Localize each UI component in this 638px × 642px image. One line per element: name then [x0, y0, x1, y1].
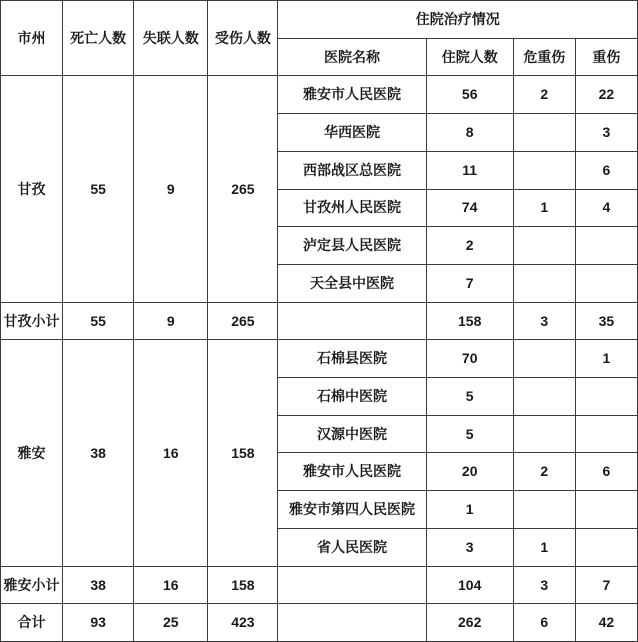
severe-cell: 6	[575, 453, 637, 491]
severe-cell: 1	[575, 340, 637, 378]
subtotal-deaths-yaan: 38	[63, 566, 134, 604]
critical-cell	[513, 340, 575, 378]
subtotal-inpatient-ganzi: 158	[426, 302, 513, 340]
header-missing: 失联人数	[134, 1, 208, 76]
critical-cell	[513, 415, 575, 453]
hospital-name-cell: 雅安市人民医院	[278, 453, 426, 491]
inpatient-cell: 20	[426, 453, 513, 491]
hospital-name-cell: 汉源中医院	[278, 415, 426, 453]
total-hospital	[278, 604, 426, 642]
total-severe: 42	[575, 604, 637, 642]
total-label: 合计	[1, 604, 63, 642]
critical-cell: 2	[513, 453, 575, 491]
subtotal-row-yaan	[1, 566, 638, 604]
inpatient-cell: 1	[426, 491, 513, 529]
subtotal-critical-yaan: 3	[513, 566, 575, 604]
total-injured: 423	[208, 604, 278, 642]
header-severe: 重伤	[575, 38, 637, 76]
inpatient-cell: 7	[426, 264, 513, 302]
critical-cell	[513, 264, 575, 302]
injured-cell-yaan: 158	[208, 340, 278, 566]
inpatient-cell: 3	[426, 528, 513, 566]
total-row	[1, 604, 638, 642]
header-critical: 危重伤	[513, 38, 575, 76]
subtotal-hospital-ganzi	[278, 302, 426, 340]
total-critical: 6	[513, 604, 575, 642]
total-missing: 25	[134, 604, 208, 642]
subtotal-severe-ganzi: 35	[575, 302, 637, 340]
severe-cell: 22	[575, 76, 637, 114]
hospital-name-cell: 华西医院	[278, 114, 426, 152]
hospital-name-cell: 雅安市第四人民医院	[278, 491, 426, 529]
critical-cell: 1	[513, 189, 575, 227]
inpatient-cell: 5	[426, 378, 513, 416]
region-cell-ganzi: 甘孜	[1, 76, 63, 302]
subtotal-injured-ganzi: 265	[208, 302, 278, 340]
subtotal-severe-yaan: 7	[575, 566, 637, 604]
injured-cell-ganzi: 265	[208, 76, 278, 302]
critical-cell	[513, 114, 575, 152]
subtotal-missing-yaan: 16	[134, 566, 208, 604]
subtotal-row-ganzi	[1, 302, 638, 340]
critical-cell	[513, 491, 575, 529]
deaths-cell-ganzi: 55	[63, 76, 134, 302]
subtotal-deaths-ganzi: 55	[63, 302, 134, 340]
severe-cell	[575, 378, 637, 416]
total-deaths: 93	[63, 604, 134, 642]
severe-cell	[575, 528, 637, 566]
inpatient-cell: 8	[426, 114, 513, 152]
header-region: 市州	[1, 1, 63, 76]
subtotal-inpatient-yaan: 104	[426, 566, 513, 604]
header-hospital-group: 住院治疗情况	[278, 1, 638, 39]
subtotal-label-yaan: 雅安小计	[1, 566, 63, 604]
hospital-name-cell: 省人民医院	[278, 528, 426, 566]
hospital-name-cell: 泸定县人民医院	[278, 227, 426, 265]
missing-cell-yaan: 16	[134, 340, 208, 566]
hospital-name-cell: 天全县中医院	[278, 264, 426, 302]
severe-cell	[575, 415, 637, 453]
severe-cell: 4	[575, 189, 637, 227]
inpatient-cell: 56	[426, 76, 513, 114]
critical-cell	[513, 151, 575, 189]
header-deaths: 死亡人数	[63, 1, 134, 76]
severe-cell	[575, 491, 637, 529]
inpatient-cell: 2	[426, 227, 513, 265]
inpatient-cell: 11	[426, 151, 513, 189]
critical-cell: 1	[513, 528, 575, 566]
header-injured: 受伤人数	[208, 1, 278, 76]
hospital-name-cell: 石棉县医院	[278, 340, 426, 378]
inpatient-cell: 70	[426, 340, 513, 378]
deaths-cell-yaan: 38	[63, 340, 134, 566]
region-cell-yaan: 雅安	[1, 340, 63, 566]
hospital-name-cell: 甘孜州人民医院	[278, 189, 426, 227]
critical-cell	[513, 227, 575, 265]
severe-cell	[575, 264, 637, 302]
header-hospital-name: 医院名称	[278, 38, 426, 76]
inpatient-cell: 74	[426, 189, 513, 227]
hospital-name-cell: 雅安市人民医院	[278, 76, 426, 114]
subtotal-missing-ganzi: 9	[134, 302, 208, 340]
hospital-name-cell: 西部战区总医院	[278, 151, 426, 189]
hospital-name-cell: 石棉中医院	[278, 378, 426, 416]
subtotal-hospital-yaan	[278, 566, 426, 604]
severe-cell: 3	[575, 114, 637, 152]
table-row	[1, 76, 638, 114]
severe-cell	[575, 227, 637, 265]
total-inpatient: 262	[426, 604, 513, 642]
table-row	[1, 340, 638, 378]
subtotal-injured-yaan: 158	[208, 566, 278, 604]
header-inpatient: 住院人数	[426, 38, 513, 76]
severe-cell: 6	[575, 151, 637, 189]
missing-cell-ganzi: 9	[134, 76, 208, 302]
critical-cell: 2	[513, 76, 575, 114]
table-header-row-1	[1, 1, 638, 39]
inpatient-cell: 5	[426, 415, 513, 453]
critical-cell	[513, 378, 575, 416]
subtotal-critical-ganzi: 3	[513, 302, 575, 340]
subtotal-label-ganzi: 甘孜小计	[1, 302, 63, 340]
